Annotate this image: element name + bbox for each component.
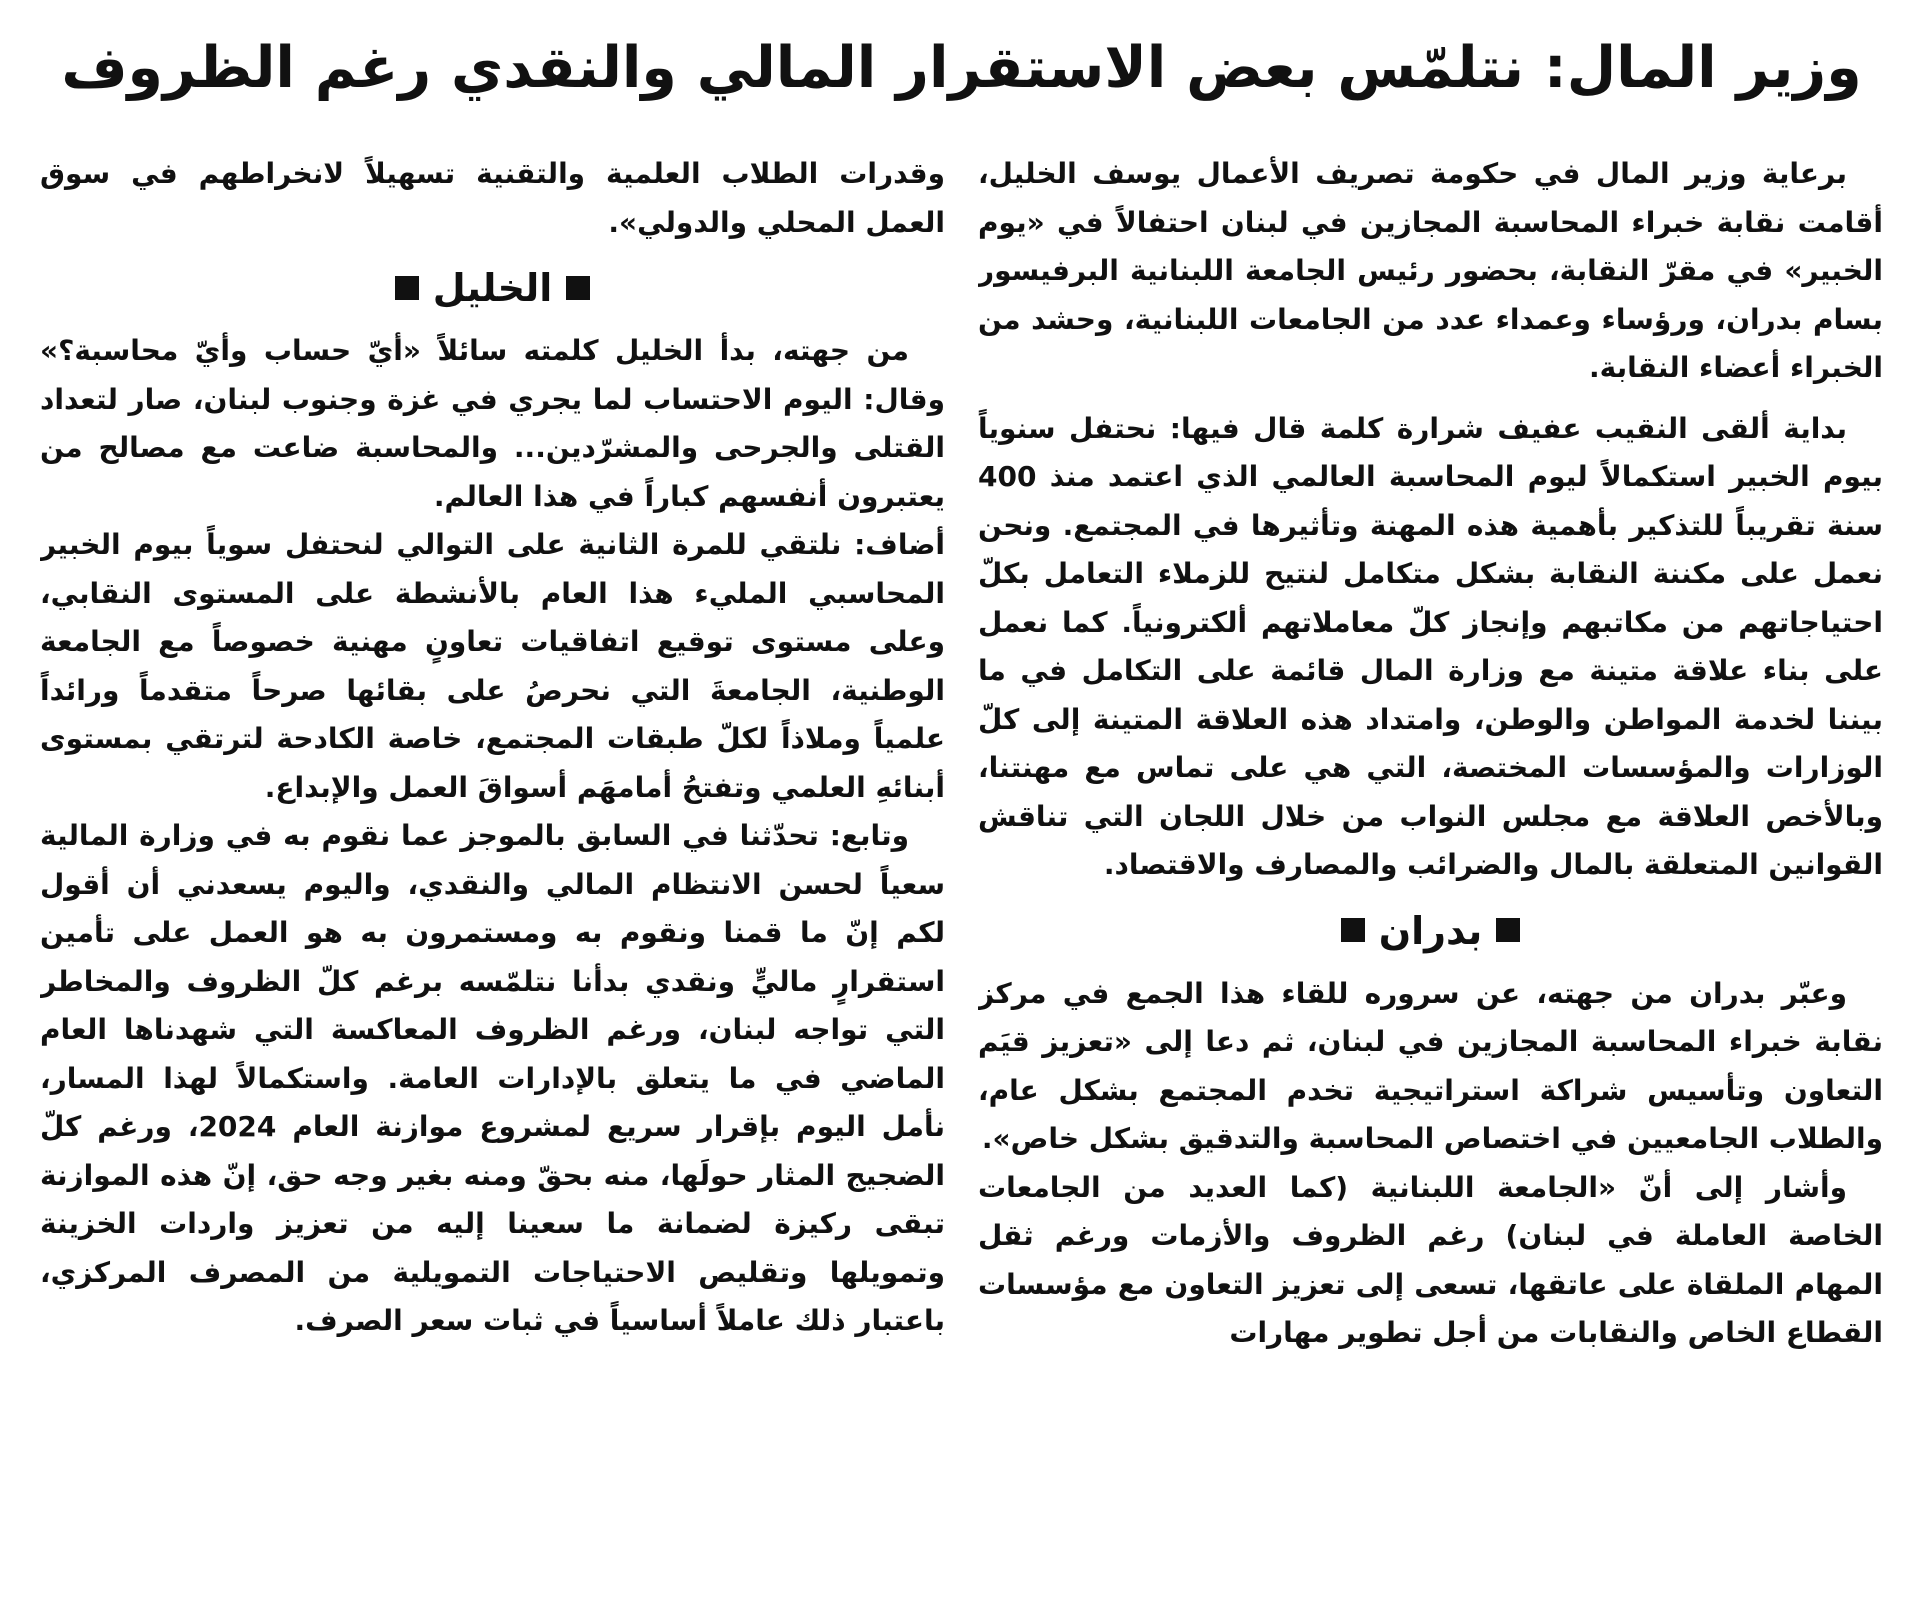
subhead-label: الخليل [432, 266, 553, 310]
section-subhead [978, 900, 1883, 962]
black-square-icon [566, 276, 590, 300]
paragraph: وأشار إلى أنّ «الجامعة اللبنانية (كما العديد من الجامعات الخاصة العاملة في لبنان) رغم الظروف والأزمات ورغم ثقل المهام الملقاة على عاتقها، تسعى إلى تعزيز التعاون مع مؤسسات القطاع الخاص والنقابات من أجل تطوير مهارات [978, 1170, 1883, 1349]
paragraph: بداية ألقى النقيب عفيف شرارة كلمة قال فيها: نحتفل سنوياً بيوم الخبير استكمالاً ليوم المحاسبة العالمي الذي اعتمد منذ 400 سنة تقريباً للتذكير بأهمية هذه المهنة وتأثيرها في المجتمع. ونحن نعمل على مكننة النقابة بشكل متكامل لنتيح للزملاء التعامل بكلّ احتياجاتهم من مكاتبهم وإنجاز كلّ معاملاتهم ألكترونياً. كما نعمل على بناء علاقة متينة مع وزارة المال قائمة على التكامل في ما بيننا لخدمة المواطن والوطن، وامتداد هذه العلاقة المتينة إلى كلّ الوزارات والمؤسسات المختصة، التي هي على تماس مع مهنتنا، وبالأخص العلاقة مع مجلس النواب من خلال اللجان التي تناقش القوانين المتعلقة بالمال والضرائب والمصارف والاقتصاد. [978, 411, 1883, 881]
paragraph: برعاية وزير المال في حكومة تصريف الأعمال يوسف الخليل، أقامت نقابة خبراء المحاسبة المجازين في لبنان احتفالاً في «يوم الخبير» في مقرّ النقابة، بحضور رئيس الجامعة اللبنانية البرفيسور بسام بدران، ورؤساء وعمداء عدد من الجامعات اللبنانية، وحشد من الخبراء أعضاء النقابة. [978, 157, 1883, 384]
left-column [40, 150, 945, 1585]
paragraph: وتابع: تحدّثنا في السابق بالموجز عما نقوم به في وزارة المالية سعياً لحسن الانتظام المالي والنقدي، واليوم يسعدني أن أقول لكم إنّ ما قمنا ونقوم به ومستمرون به هو العمل على تأمين استقرارٍ ماليٍّ ونقدي بدأنا نتلمّسه برغم كلّ الظروف والمخاطر التي تواجه لبنان، ورغم الظروف المعاكسة التي شهدناها العام الماضي في ما يتعلق بالإدارات العامة. واستكمالاً لهذا المسار، نأمل اليوم بإقرار سريع لمشروع موازنة العام 2024، ورغم كلّ الضجيج المثار حولَها، منه بحقّ ومنه بغير وجه حق، إنّ هذه الموازنة تبقى ركيزة لضمانة ما سعينا إليه من تعزيز واردات الخزينة وتمويلها وتقليص الاحتياجات التمويلية من المصرف المركزي، باعتبار ذلك عاملاً أساسياً في ثبات سعر الصرف. [40, 819, 945, 1337]
paragraph: أضاف: نلتقي للمرة الثانية على التوالي لنحتفل سوياً بيوم الخبير المحاسبي المليء هذا العام بالأنشطة على المستوى النقابي، وعلى مستوى توقيع اتفاقيات تعاونٍ مهنية خصوصاً مع الجامعة الوطنية، الجامعةَ التي نحرصُ على بقائها صرحاً متقدماً ورائداً علمياً وملاذاً لكلّ طبقات المجتمع، خاصة الكادحة لترتقي بمستوى أبنائهِ العلمي وتفتحُ أمامهَم أسواقَ العمل والإبداع. [40, 528, 945, 804]
paragraph: وعبّر بدران من جهته، عن سروره للقاء هذا الجمع في مركز نقابة خبراء المحاسبة المجازين في لبنان، ثم دعا إلى «تعزيز قيَم التعاون وتأسيس شراكة استراتيجية تخدم المجتمع بشكل عام، والطلاب الجامعيين في اختصاص المحاسبة والتدقيق بشكل خاص». [978, 976, 1883, 1155]
black-square-icon [1341, 918, 1365, 942]
right-column [978, 150, 1883, 1585]
section-subhead [40, 257, 945, 319]
paragraph: وقدرات الطلاب العلمية والتقنية تسهيلاً لانخراطهم في سوق العمل المحلي والدولي». [40, 157, 945, 239]
black-square-icon [1496, 918, 1520, 942]
article-headline: وزير المال: نتلمّس بعض الاستقرار المالي والنقدي رغم الظروف [61, 35, 1862, 101]
paragraph: من جهته، بدأ الخليل كلمته سائلاً «أيّ حساب وأيّ محاسبة؟» وقال: اليوم الاحتساب لما يجري في غزة وجنوب لبنان، صار لتعداد القتلى والجرحى والمشرّدين... والمحاسبة ضاعت مع مصالح من يعتبرون أنفسهم كباراً في هذا العالم. [40, 334, 945, 513]
black-square-icon [395, 276, 419, 300]
subhead-label: بدران [1378, 908, 1483, 953]
